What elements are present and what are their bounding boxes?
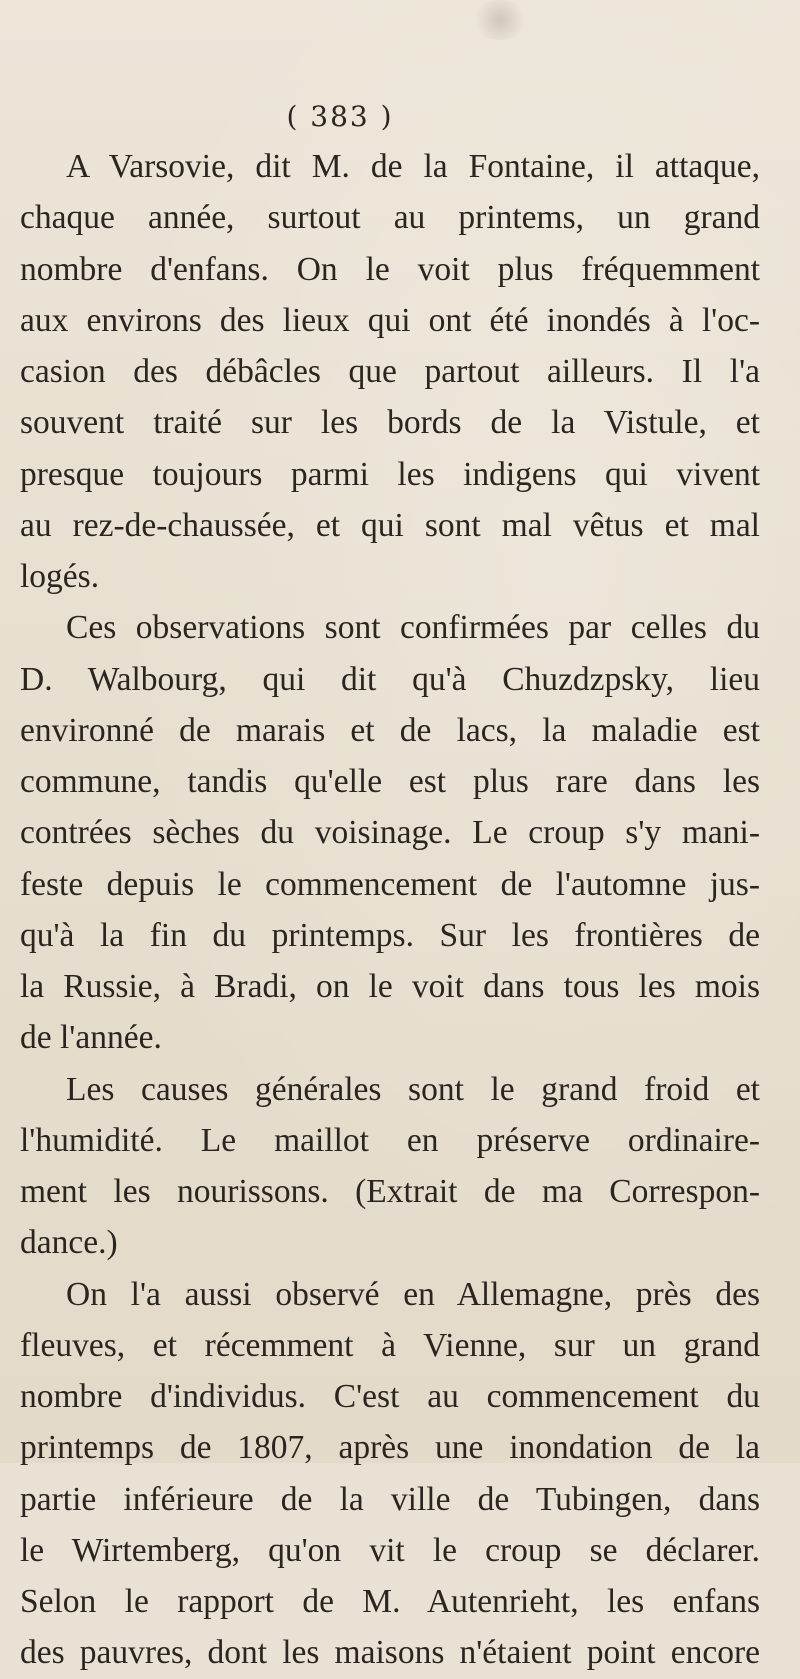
- text-line: commune, tandis qu'elle est plus rare dans les: [20, 763, 760, 800]
- text-line: contrées sèches du voisinage. Le croup s'y mani-: [20, 814, 760, 852]
- text-line: qu'à la fin du printemps. Sur les frontières de: [20, 916, 760, 954]
- text-line: des pauvres, dont les maisons n'étaient point encore: [20, 1634, 760, 1672]
- text-line: casion des débâcles que partout ailleurs. Il l'a: [20, 353, 760, 390]
- text-line: nombre d'individus. C'est au commencement du: [20, 1378, 760, 1415]
- text-line: souvent traité sur les bords de la Vistule, et: [20, 404, 760, 442]
- text-line: Ces observations sont confirmées par celles du: [66, 609, 760, 647]
- text-line: presque toujours parmi les indigens qui vivent: [20, 455, 760, 493]
- text-line: au rez-de-chaussée, et qui sont mal vêtus et mal: [20, 506, 760, 544]
- text-line: ment les nourissons. (Extrait de ma Correspon-: [20, 1173, 760, 1210]
- text-line: Les causes générales sont le grand froid et: [66, 1070, 760, 1108]
- text-line: aux environs des lieux qui ont été inondés à l'oc-: [20, 301, 760, 339]
- text-line: fleuves, et récemment à Vienne, sur un grand: [20, 1326, 760, 1364]
- text-line: Selon le rapport de M. Autenrieht, les enfans: [20, 1583, 760, 1620]
- text-line: D. Walbourg, qui dit qu'à Chuzdzpsky, lieu: [20, 660, 760, 698]
- text-line: la Russie, à Bradi, on le voit dans tous les mois: [20, 968, 760, 1005]
- text-line: A Varsovie, dit M. de la Fontaine, il attaque,: [66, 148, 760, 185]
- text-line: logés.: [20, 558, 100, 595]
- page-number: ( 383 ): [286, 100, 394, 133]
- body-text: [20, 141, 760, 1679]
- text-line: le Wirtemberg, qu'on vit le croup se déclarer.: [20, 1531, 760, 1569]
- text-line: de l'année.: [20, 1019, 162, 1057]
- paper-stain: [470, 0, 530, 40]
- text-line: environné de marais et de lacs, la maladie est: [20, 711, 760, 749]
- text-line: nombre d'enfans. On le voit plus fréquemment: [20, 250, 760, 288]
- text-line: feste depuis le commencement de l'automne jus-: [20, 865, 760, 903]
- text-line: dance.): [20, 1224, 118, 1262]
- text-line: partie inférieure de la ville de Tubingen, dans: [20, 1480, 760, 1518]
- text-line: chaque année, surtout au printems, un grand: [20, 199, 760, 237]
- text-line: printemps de 1807, après une inondation de la: [20, 1429, 760, 1467]
- text-line: On l'a aussi observé en Allemagne, près des: [66, 1275, 760, 1313]
- text-line: l'humidité. Le maillot en préserve ordinaire-: [20, 1121, 760, 1159]
